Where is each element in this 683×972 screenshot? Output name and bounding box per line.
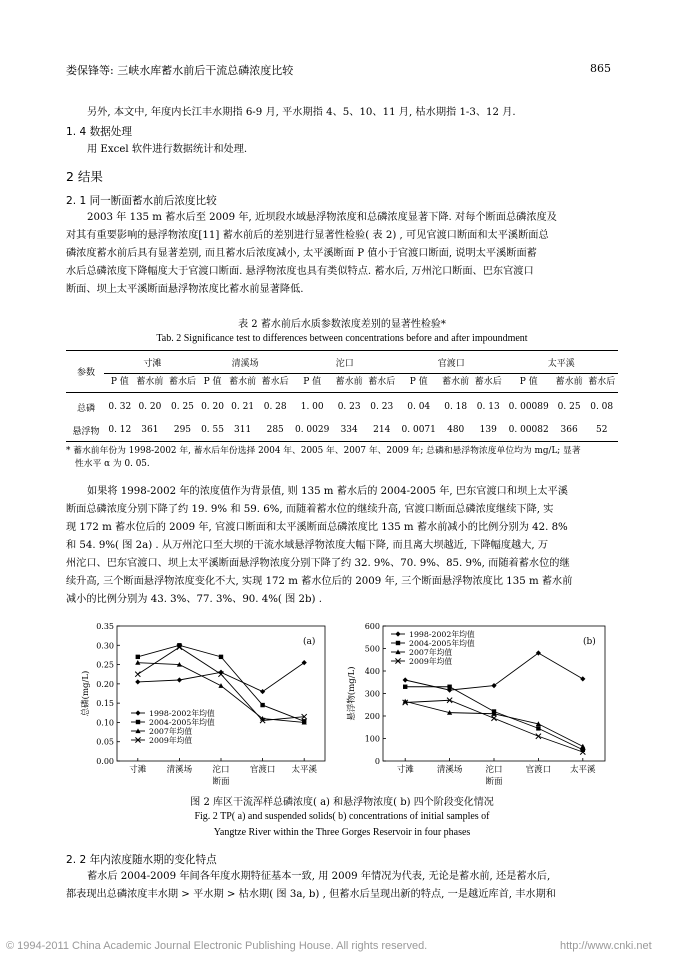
legend-label: 2004-2005年均值	[149, 718, 215, 727]
paragraph-line: 如果将 1998-2002 年的浓度值作为背景值, 则 135 m 蓄水后的 2004-2005 年, 巴东官渡口和坝上太平溪	[87, 486, 568, 497]
data-point	[536, 726, 540, 730]
table-note-line: * 蓄水前年份为 1998-2002 年, 蓄水后年份选择 2004 年、2005 年、2007 年、2009 年; 总磷和悬浮物浓度单位均为 mg/L; 显著	[66, 446, 581, 456]
y-tick-label: 100	[364, 734, 380, 744]
chart-title: (b)	[583, 637, 596, 647]
table-cell: 334	[340, 425, 358, 435]
legend-marker	[136, 720, 140, 724]
data-point	[447, 685, 451, 689]
y-tick-label: 0.25	[96, 660, 114, 670]
subheader: 蓄水后	[261, 376, 289, 387]
legend-label: 2007年均值	[409, 648, 453, 657]
figure-caption-en-1: Fig. 2 TP( a) and suspended solids( b) concentrations of initial samples of	[194, 811, 490, 822]
table-cell: 52	[595, 425, 608, 435]
legend-label: 2007年均值	[149, 727, 193, 736]
y-tick-label: 500	[364, 644, 380, 654]
y-tick-label: 0.20	[96, 679, 114, 689]
subheader: 蓄水前	[136, 376, 164, 387]
data-point	[135, 679, 140, 684]
param-header: 参数	[76, 367, 95, 378]
subheader: 蓄水后	[168, 376, 196, 387]
table-top-rule	[66, 350, 618, 351]
data-point	[536, 734, 541, 739]
table-cell: 0. 23	[370, 402, 394, 412]
table-cell: 0. 13	[476, 402, 500, 412]
y-tick-label: 0.30	[96, 641, 114, 651]
x-tick-label: 沱口	[485, 765, 503, 775]
legend-marker	[135, 710, 140, 715]
subheader: P 值	[519, 376, 538, 387]
legend-label: 2009年均值	[409, 657, 453, 666]
section-1-4-line: 用 Excel 软件进行数据统计和处理.	[87, 144, 248, 155]
x-tick-label: 寸滩	[129, 765, 147, 775]
table-cell: 285	[266, 425, 284, 435]
paragraph-line: 断面、坝上太平溪断面悬浮物浓度比蓄水前显著降低.	[66, 284, 304, 295]
table-cell: 0. 20	[138, 402, 162, 412]
data-point	[491, 716, 496, 721]
table-cell: 0. 04	[407, 402, 431, 412]
table-cell: 0. 18	[444, 402, 468, 412]
x-tick-label: 官渡口	[525, 765, 552, 775]
x-tick-label: 官渡口	[249, 765, 276, 775]
subheader: 蓄水前	[229, 376, 257, 387]
table-header-row	[66, 353, 618, 371]
data-point	[403, 685, 407, 689]
table-cell: 0. 32	[108, 402, 132, 412]
y-tick-label: 0.35	[96, 622, 114, 631]
table-cell: 0. 20	[201, 402, 224, 412]
paragraph-line: 和 54. 9%( 图 2a) . 从万州沱口至大坝的干流水域悬浮物浓度大幅下降, 而且离大坝越近, 下降幅度越大, 万	[66, 540, 549, 551]
x-tick-label: 太平溪	[570, 765, 596, 775]
table-cell: 311	[234, 425, 252, 435]
y-tick-label: 200	[364, 712, 380, 721]
table-header-rule	[104, 373, 618, 374]
legend-marker	[396, 641, 400, 645]
station-header: 寸滩	[143, 358, 162, 369]
data-point	[177, 677, 182, 682]
paragraph-line: 对其有重要影响的悬浮物浓度[11] 蓄水前后的差别进行显著性检验( 表 2) , 可见官渡口断面和太平溪断面总	[66, 230, 549, 241]
data-point	[260, 703, 264, 707]
paragraph-line: 州沱口、巴东官渡口、坝上太平溪断面悬浮物浓度分别下降了约 32. 9%、70. 9%、85. 9%, 而随着蓄水位的继	[66, 558, 570, 569]
data-point	[403, 677, 408, 682]
x-tick-label: 沱口	[212, 765, 230, 775]
intro-line: 另外, 本文中, 年度内长江丰水期指 6-9 月, 平水期指 4、5、10、11 月, 枯水期指 1-3、12 月.	[87, 107, 516, 118]
footer-url: http://www.cnki.net	[560, 940, 652, 952]
station-header: 官渡口	[437, 358, 465, 369]
legend-label: 1998-2002年均值	[149, 709, 215, 718]
table-cell: 0. 08	[590, 402, 614, 412]
station-header: 沱口	[335, 358, 354, 369]
y-axis-label: 悬浮物(mg/L)	[347, 666, 357, 721]
table-cell: 0. 23	[337, 402, 361, 412]
section-2-2-paragraph	[66, 868, 618, 904]
y-tick-label: 0.00	[96, 757, 114, 766]
data-point	[580, 744, 585, 749]
table-cell: 139	[479, 425, 497, 435]
y-tick-label: 600	[364, 622, 380, 631]
paragraph-line: 断面总磷浓度分别下降了约 19. 9% 和 59. 6%, 而随着蓄水位的继续升高, 官渡口断面总磷浓度继续下降, 实	[66, 504, 554, 515]
subheader: 蓄水后	[474, 376, 502, 387]
row-label: 总磷	[76, 403, 95, 414]
data-point	[219, 655, 223, 659]
table-note-line: 性水平 α 为 0. 05.	[75, 459, 150, 469]
subheader: P 值	[303, 376, 322, 387]
paragraph-line: 蓄水后 2004-2009 年间各年度水期特征基本一致, 用 2009 年情况为代表, 无论是蓄水前, 还是蓄水后,	[87, 871, 551, 882]
data-point	[580, 676, 585, 681]
subheader: 蓄水前	[442, 376, 470, 387]
paragraph-line: 磷浓度蓄水前后具有显著差别, 而且蓄水后浓度减小, 太平溪断面 P 值小于官渡口断面, 说明太平溪断面蓄	[66, 248, 537, 259]
station-header: 清溪场	[231, 358, 259, 369]
section-2-1-heading: 2. 1 同一断面蓄水前后浓度比较	[66, 195, 217, 207]
section-2-heading: 2 结果	[66, 169, 103, 184]
table-cell: 0. 28	[263, 402, 287, 412]
section-1-4-heading: 1. 4 数据处理	[66, 126, 132, 138]
x-tick-label: 太平溪	[291, 765, 317, 775]
intro-paragraph	[66, 104, 618, 122]
table-cell: 295	[173, 425, 192, 435]
series-line	[405, 701, 583, 746]
y-tick-label: 0.15	[96, 699, 114, 709]
subheader: P 值	[203, 376, 222, 387]
y-tick-label: 0.10	[96, 718, 114, 728]
paragraph-2	[66, 483, 618, 609]
y-tick-label: 400	[364, 667, 380, 676]
table-cell: 361	[141, 425, 159, 435]
table-bottom-rule	[66, 441, 618, 442]
y-tick-label: 0.05	[96, 737, 114, 747]
data-point	[135, 672, 140, 677]
chart-b-ss	[345, 618, 615, 788]
section-2-1-paragraph	[66, 209, 618, 299]
section-2-2-heading: 2. 2 年内浓度随水期的变化特点	[66, 854, 217, 866]
footer-copyright: © 1994-2011 China Academic Journal Electronic Publishing House. All rights reserved.	[6, 940, 428, 952]
table-cell: 0. 00082	[508, 425, 549, 435]
y-tick-label: 0	[374, 757, 380, 766]
figure-caption-en-2: Yangtze River within the Three Gorges Reservoir in four phases	[213, 827, 471, 838]
x-tick-label: 寸滩	[396, 765, 414, 775]
x-axis-label: 断面	[485, 777, 503, 787]
legend-label: 1998-2002年均值	[409, 630, 475, 639]
row-label: 悬浮物	[72, 426, 100, 437]
paragraph-line: 2003 年 135 m 蓄水后至 2009 年, 近坝段水域悬浮物浓度和总磷浓度显著下降. 对每个断面总磷浓度及	[87, 212, 557, 223]
subheader: P 值	[409, 376, 428, 387]
paragraph-line: 续升高, 三个断面悬浮物浓度变化不大, 实现 172 m 蓄水位后的 2009 年, 三个断面悬浮物浓度比 135 m 蓄水前	[66, 576, 573, 587]
table-cell: 0. 55	[201, 425, 224, 435]
page-number: 865	[590, 62, 611, 75]
section-1-4-text	[66, 141, 618, 159]
table-cell: 214	[373, 425, 391, 435]
legend-label: 2004-2005年均值	[409, 639, 475, 648]
station-header: 太平溪	[547, 358, 575, 369]
figure-caption-cn: 图 2 库区干流浑样总磷浓度( a) 和悬浮物浓度( b) 四个阶段变化情况	[190, 797, 494, 808]
table-cell: 0. 25	[557, 402, 581, 412]
table-cell: 0. 0029	[294, 425, 330, 435]
table-cell: 1. 00	[300, 402, 324, 412]
table-title-en: Tab. 2 Significance test to differences between concentrations before and after impoundment	[156, 333, 528, 344]
table-row	[66, 398, 618, 416]
table-cell: 0. 21	[231, 402, 255, 412]
table-cell: 0. 12	[108, 425, 132, 435]
subheader: 蓄水前	[555, 376, 583, 387]
table-title-cn: 表 2 蓄水前后水质参数浓度差别的显著性检验*	[238, 319, 446, 330]
data-point	[260, 689, 265, 694]
y-tick-label: 300	[364, 689, 380, 699]
table-row	[66, 421, 618, 439]
paragraph-line: 减小的比例分别为 43. 3%、77. 3%、90. 4%( 图 2b) .	[66, 594, 323, 605]
table-cell: 366	[560, 425, 578, 435]
table-cell: 0. 0071	[401, 425, 436, 435]
chart-a-tp	[75, 618, 335, 788]
chart-title: (a)	[303, 637, 316, 647]
x-tick-label: 清溪场	[436, 765, 463, 775]
subheader: P 值	[110, 376, 129, 387]
paragraph-line: 水后总磷浓度下降幅度大于官渡口断面. 悬浮物浓度也具有类似特点. 蓄水后, 万州沱口断面、巴东官渡口	[66, 266, 534, 277]
subheader: 蓄水后	[588, 376, 616, 387]
table-cell: 0. 25	[171, 402, 194, 412]
paragraph-line: 都表现出总磷浓度丰水期 > 平水期 > 枯水期( 图 3a, b) , 但蓄水后呈现出新的特点, 一是越近库首, 丰水期和	[66, 889, 556, 900]
table-cell: 480	[447, 425, 465, 435]
y-axis-label: 总磷(mg/L)	[81, 670, 91, 717]
running-title: 娄保锋等: 三峡水库蓄水前后干流总磷浓度比较	[66, 64, 294, 77]
data-point	[136, 655, 140, 659]
table-note	[66, 445, 618, 471]
table-cell: 0. 00089	[508, 402, 549, 412]
table-mid-rule	[66, 392, 618, 393]
significance-table	[66, 353, 618, 439]
x-axis-label: 断面	[212, 777, 230, 787]
data-point	[302, 660, 307, 665]
legend-label: 2009年均值	[149, 736, 193, 745]
subheader: 蓄水后	[368, 376, 396, 387]
subheader: 蓄水前	[335, 376, 363, 387]
legend-marker	[395, 631, 400, 636]
data-point	[218, 683, 223, 688]
x-tick-label: 清溪场	[166, 765, 193, 775]
paragraph-line: 现 172 m 蓄水位后的 2009 年, 官渡口断面和太平溪断面总磷浓度比 135 m 蓄水前减小的比例分别为 42. 8%	[66, 522, 568, 533]
